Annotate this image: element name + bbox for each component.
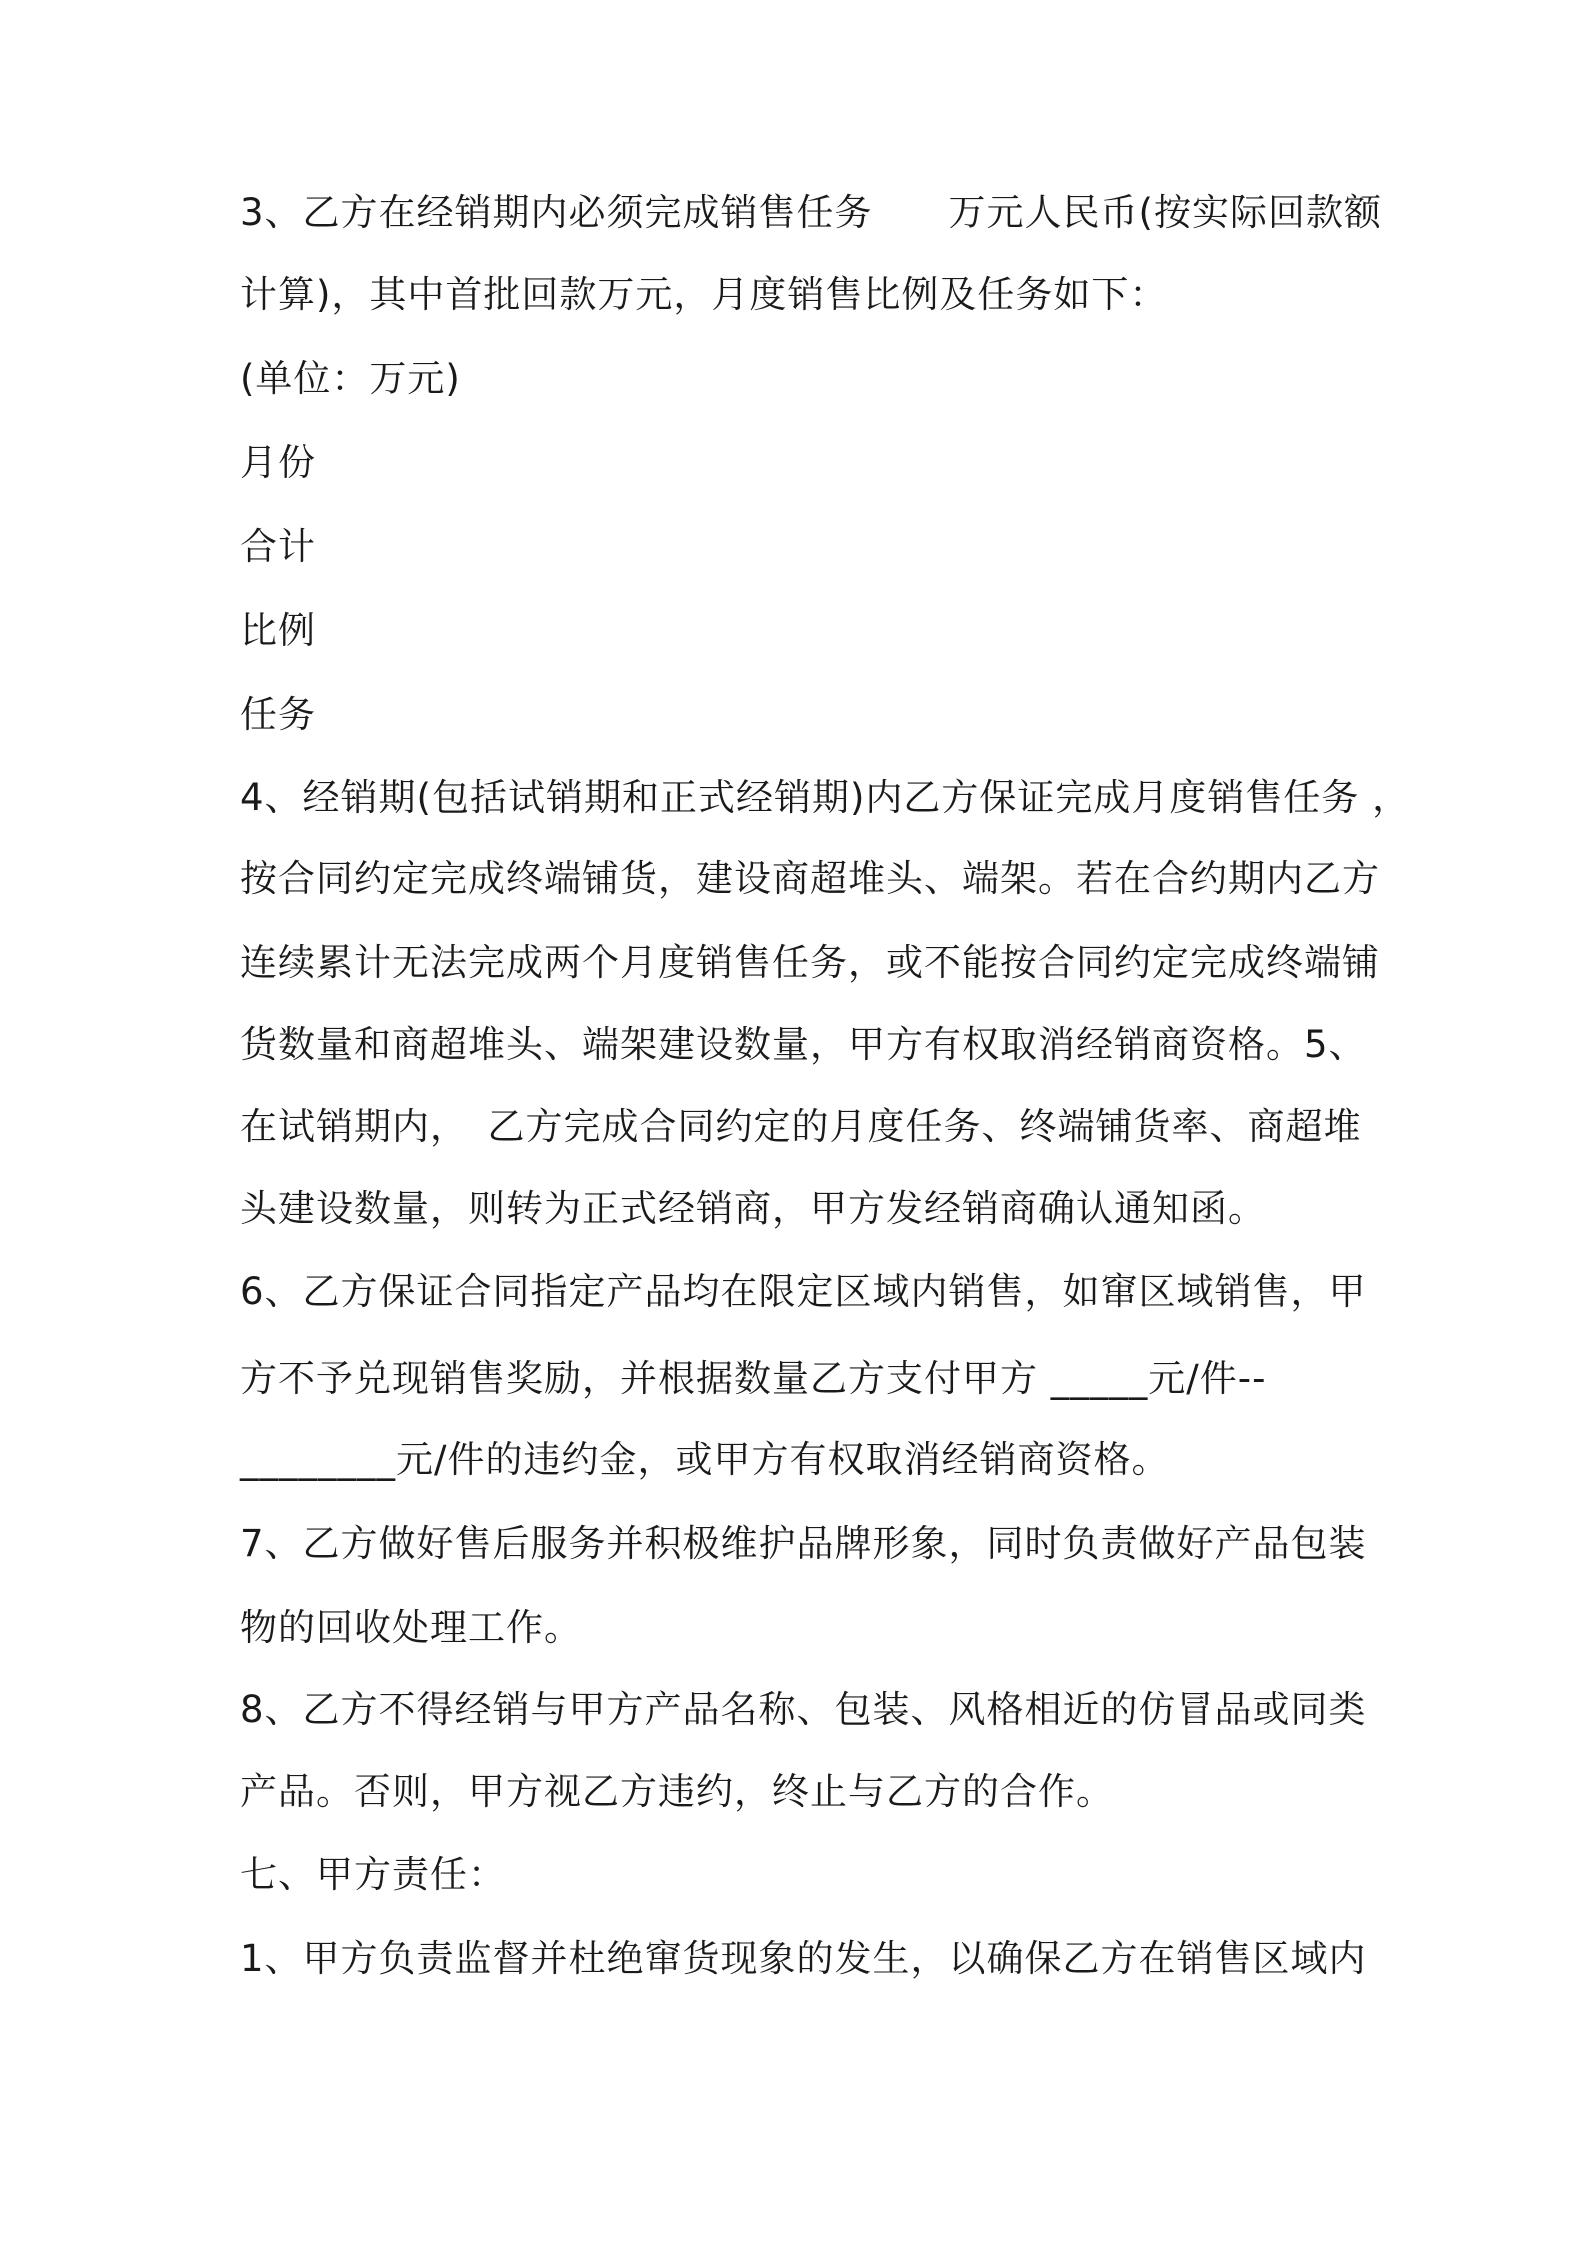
- text-line: (单位：万元): [240, 357, 461, 400]
- text-line: 方不予兑现销售奖励，并根据数量乙方支付甲方 _____元/件--: [240, 1357, 1267, 1400]
- text-line: 合计: [240, 525, 316, 568]
- text-line: 在试销期内， 乙方完成合同约定的月度任务、终端铺货率、商超堆: [240, 1105, 1362, 1148]
- section-heading: 七、甲方责任：: [240, 1853, 506, 1896]
- text-line: ________元/件的违约金，或甲方有权取消经销商资格。: [240, 1438, 1170, 1481]
- text-line: 3、乙方在经销期内必须完成销售任务 万元人民币(按实际回款额: [240, 191, 1382, 234]
- text-line: 头建设数量，则转为正式经销商，甲方发经销商确认通知函。: [240, 1187, 1266, 1230]
- text-line: 月份: [240, 441, 316, 484]
- text-line: 1、甲方负责监督并杜绝窜货现象的发生，以确保乙方在销售区域内: [240, 1937, 1367, 1980]
- text-line: 7、乙方做好售后服务并积极维护品牌形象，同时负责做好产品包装: [240, 1522, 1367, 1565]
- text-line: 产品。否则，甲方视乙方违约，终止与乙方的合作。: [240, 1770, 1114, 1813]
- text-line: 任务: [240, 693, 316, 736]
- text-line: 物的回收处理工作。: [240, 1606, 582, 1649]
- text-line: 4、经销期(包括试销期和正式经销期)内乙方保证完成月度销售任务 ，: [240, 776, 1411, 819]
- text-line: 8、乙方不得经销与甲方产品名称、包装、风格相近的仿冒品或同类: [240, 1688, 1367, 1731]
- text-line: 货数量和商超堆头、端架建设数量，甲方有权取消经销商资格。5、: [240, 1023, 1367, 1066]
- text-line: 按合同约定完成终端铺货，建设商超堆头、端架。若在合约期内乙方: [240, 857, 1380, 900]
- text-line: 比例: [240, 609, 316, 652]
- text-line: 连续累计无法完成两个月度销售任务，或不能按合同约定完成终端铺: [240, 941, 1380, 984]
- text-line: 计算)，其中首批回款万元，月度销售比例及任务如下：: [240, 273, 1168, 316]
- text-line: 6、乙方保证合同指定产品均在限定区域内销售，如窜区域销售，甲: [240, 1270, 1367, 1313]
